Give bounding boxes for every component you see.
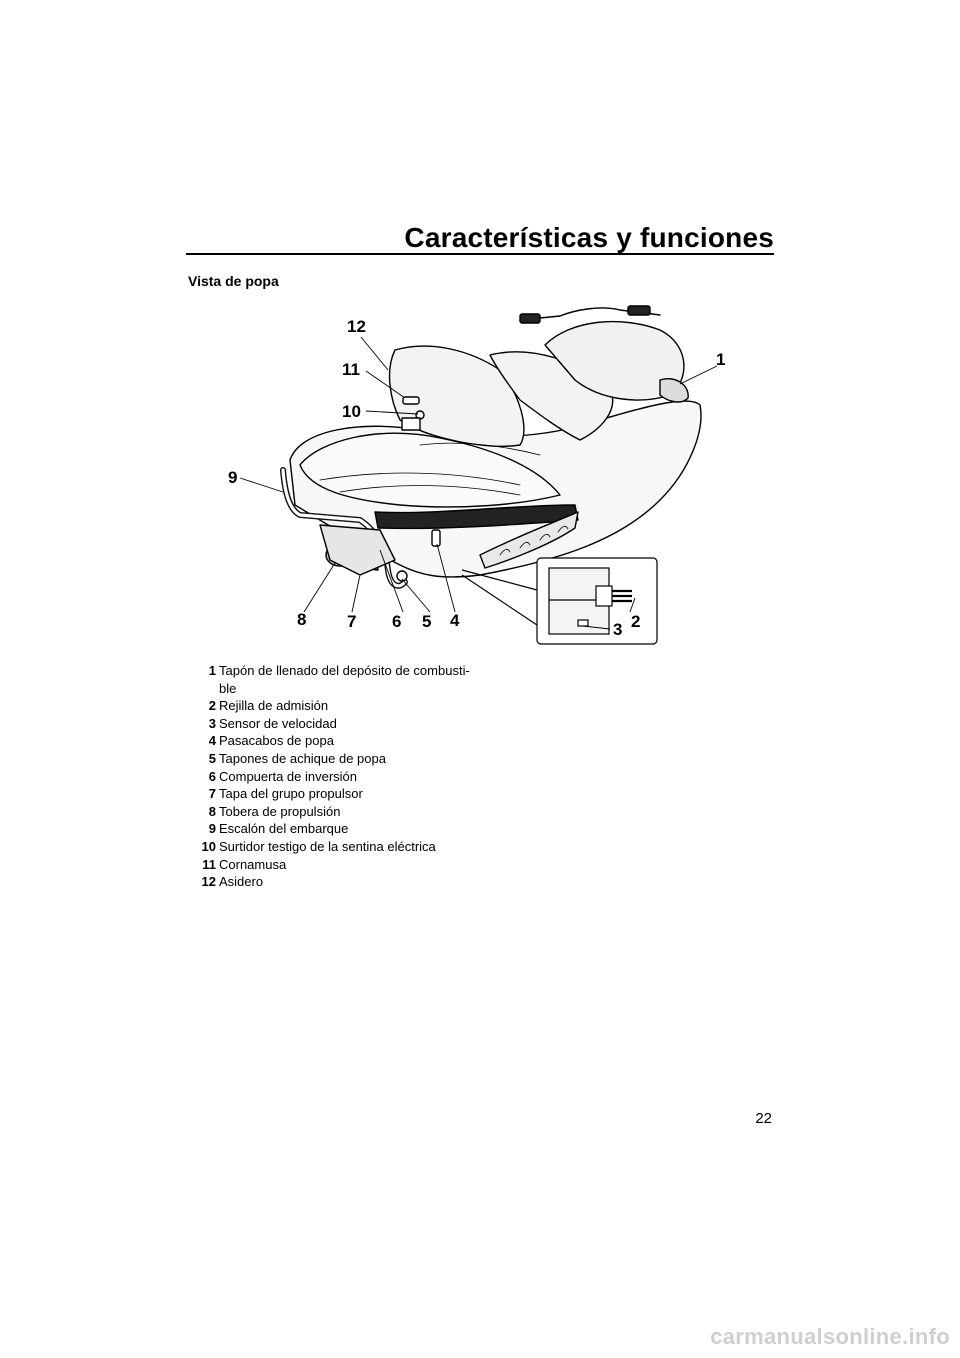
legend-num: 6	[208, 768, 216, 784]
legend-num: 11	[202, 856, 216, 872]
legend-num: 10	[201, 838, 216, 854]
legend-text: Escalón del embarque	[219, 821, 349, 837]
callout-6: 6	[392, 612, 402, 631]
handle-grip-right	[628, 306, 650, 315]
rear-tow-eye	[432, 530, 440, 546]
callout-7: 7	[347, 612, 357, 631]
legend-num: 12	[201, 874, 216, 890]
legend-num: 8	[208, 803, 216, 819]
callout-4: 4	[450, 611, 460, 630]
legend-text: Cornamusa	[219, 856, 287, 872]
legend-item	[196, 662, 486, 697]
callout-5: 5	[422, 612, 432, 631]
legend-item	[196, 768, 486, 786]
callout-9: 9	[228, 468, 238, 487]
legend-text: Tobera de propulsión	[219, 803, 341, 819]
callout-2: 2	[631, 612, 641, 631]
callout-1: 1	[716, 350, 726, 369]
page-title: Características y funciones	[404, 222, 774, 253]
legend-num: 3	[208, 715, 216, 731]
legend-item	[196, 856, 486, 874]
legend-text: Asidero	[219, 874, 264, 890]
legend-num: 1	[208, 663, 216, 678]
watercraft-rear-view-figure	[0, 0, 960, 660]
legend-num: 5	[208, 750, 216, 766]
callout-11: 11	[342, 360, 360, 379]
handle-grip-left	[520, 314, 540, 323]
legend-item	[196, 838, 486, 856]
legend-text: Pasacabos de popa	[219, 733, 334, 749]
legend-item	[196, 715, 486, 733]
legend-text: Tapón de llenado del depósito de combusti-ble	[219, 663, 470, 696]
parts-legend	[196, 662, 486, 891]
legend-num: 4	[208, 733, 216, 749]
legend-text: Tapa del grupo propulsor	[219, 786, 363, 802]
legend-text: Sensor de velocidad	[219, 715, 337, 731]
legend-text: Rejilla de admisión	[219, 698, 329, 714]
legend-item	[196, 820, 486, 838]
watercraft-illustration	[0, 0, 960, 660]
watermark: carmanualsonline.info	[710, 1324, 950, 1349]
legend-num: 2	[208, 698, 216, 714]
callout-8: 8	[297, 610, 307, 629]
callout-10: 10	[342, 402, 361, 421]
legend-item	[196, 697, 486, 715]
legend-item	[196, 785, 486, 803]
legend-text: Surtidor testigo de la sentina eléctrica	[219, 838, 436, 854]
page-number: 22	[755, 1110, 772, 1127]
legend-text: Compuerta de inversión	[219, 768, 358, 784]
section-heading: Vista de popa	[188, 273, 279, 289]
legend-num: 9	[208, 821, 216, 837]
legend-text: Tapones de achique de popa	[219, 750, 386, 766]
callout-12: 12	[347, 317, 366, 336]
callout-3: 3	[613, 620, 623, 639]
legend-item	[196, 873, 486, 891]
legend-item	[196, 803, 486, 821]
legend-item	[196, 732, 486, 750]
legend-num: 7	[208, 786, 216, 802]
legend-item	[196, 750, 486, 768]
